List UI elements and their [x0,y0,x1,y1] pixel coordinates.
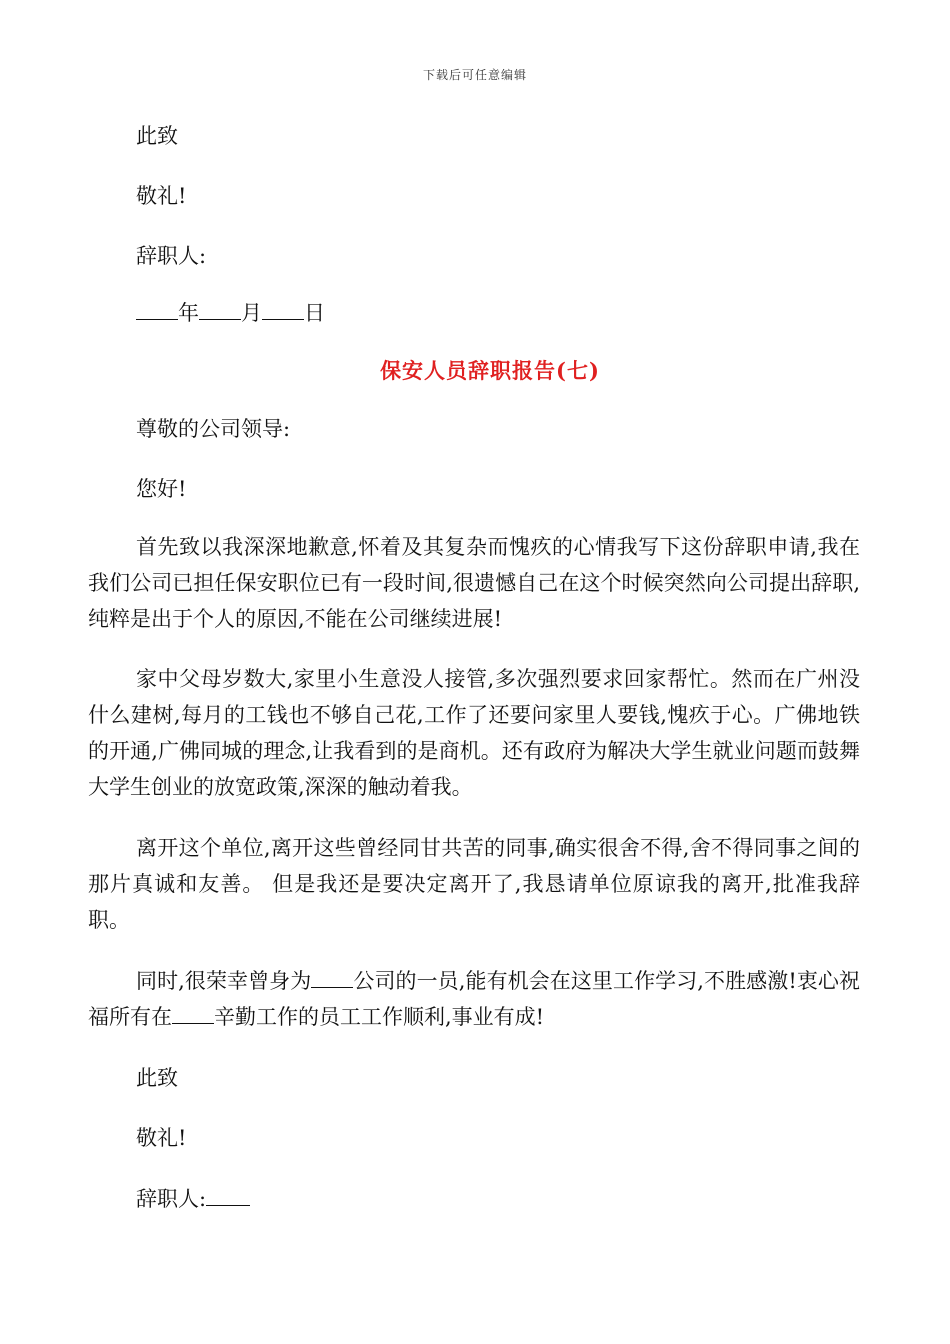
thanks-part-3: 辛勤工作的员工工作顺利,事业有成! [214,1005,545,1029]
date-year-label: 年 [178,301,199,325]
date-month-label: 月 [241,301,262,325]
closing-resigner-label: 辞职人: [136,244,207,268]
letter-title: 保安人员辞职报告(七) [380,358,600,383]
paragraph-thanks [88,963,860,1035]
letter-jing-li: 敬礼! [136,1126,187,1150]
workplace-blank [172,1001,214,1024]
salutation: 尊敬的公司领导: [136,417,291,441]
letter-resigner-label: 辞职人: [136,1187,207,1211]
letter-ci-zhi: 此致 [136,1066,178,1090]
date-year-blank [136,297,178,320]
date-day-label: 日 [304,301,325,325]
thanks-part-1: 同时,很荣幸曾身为 [136,969,312,993]
thanks-part-2: 公司的一员,能有机会在这里工作学习,不胜感激!衷心祝福所有在 [88,969,860,1029]
date-month-blank [199,297,241,320]
date-day-blank [262,297,304,320]
header-note: 下载后可任意编辑 [422,68,527,82]
resigner-name-blank [206,1183,250,1206]
closing-ci-zhi: 此致 [136,124,178,148]
company-name-blank [311,965,353,988]
closing-date-line [136,297,325,328]
letter-resigner-line [136,1183,250,1214]
paragraph-3: 离开这个单位,离开这些曾经同甘共苦的同事,确实很舍不得,舍不得同事之间的那片真诚和友善。 但是我还是要决定离开了,我恳请单位原谅我的离开,批准我辞职。 [88,836,860,932]
closing-jing-li: 敬礼! [136,184,187,208]
paragraph-1: 首先致以我深深地歉意,怀着及其复杂而愧疚的心情我写下这份辞职申请,我在我们公司已担任保安职位已有一段时间,很遗憾自己在这个时候突然向公司提出辞职,纯粹是出于个人的原因,不能在公司继续进展! [88,535,860,631]
greeting: 您好! [136,477,187,501]
paragraph-2: 家中父母岁数大,家里小生意没人接管,多次强烈要求回家帮忙。然而在广州没什么建树,每月的工钱也不够自己花,工作了还要问家里人要钱,愧疚于心。广佛地铁的开通,广佛同城的理念,让我看到的是商机。还有政府为解决大学生就业问题而鼓舞大学生创业的放宽政策,深深的触动着我。 [88,667,860,799]
